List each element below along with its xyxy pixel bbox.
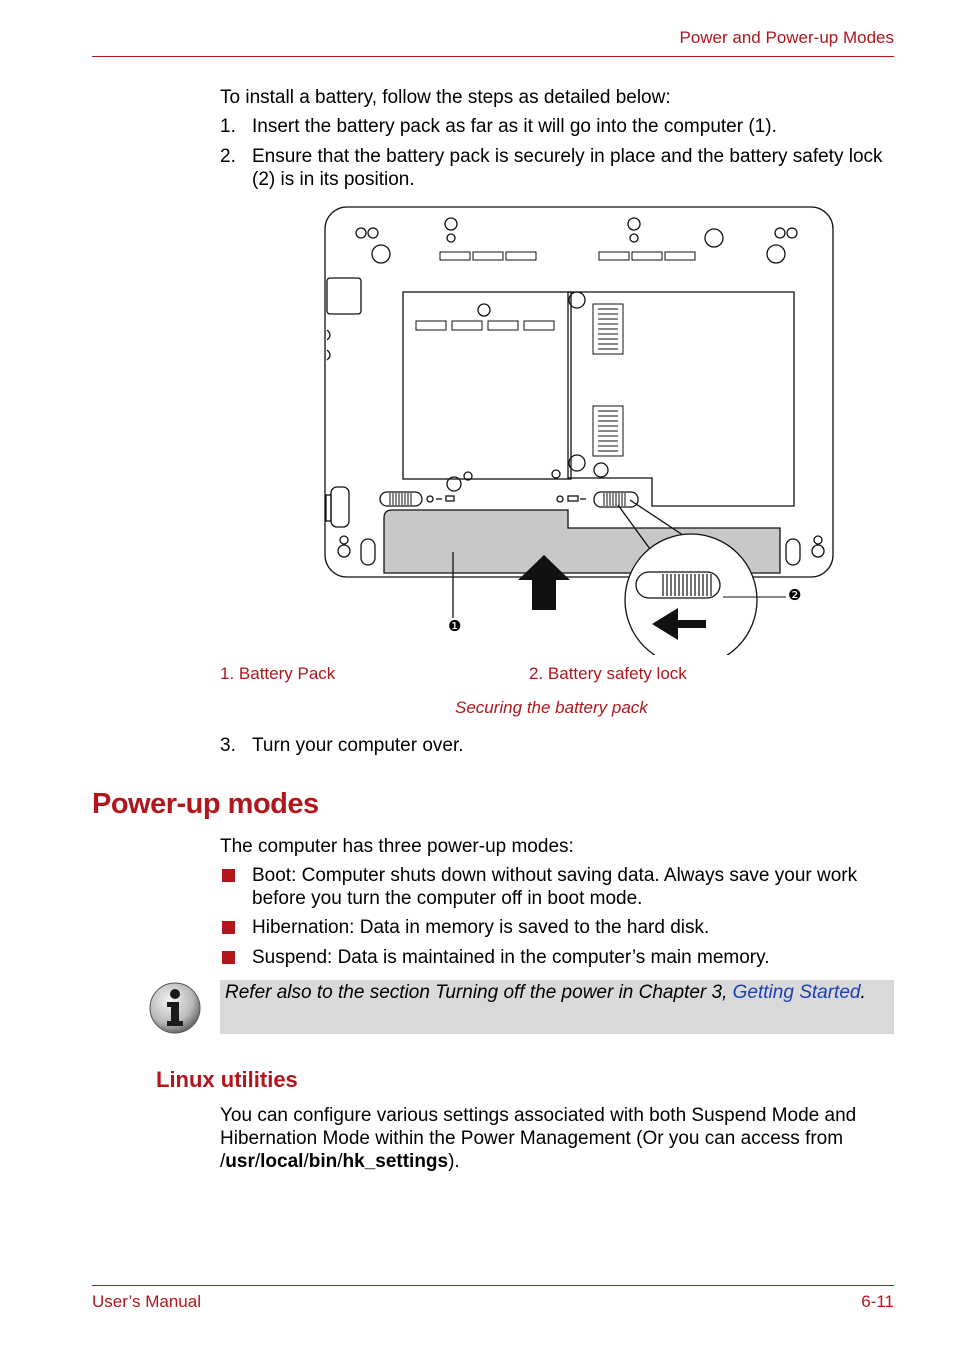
bullet-text: Suspend: Data is maintained in the computer’s main memory. — [252, 947, 770, 968]
step-number: 3. — [220, 735, 236, 756]
figure-caption: Securing the battery pack — [455, 698, 648, 717]
step-text: Insert the battery pack as far as it will go into the computer (1). — [252, 116, 777, 137]
path-hk-settings: hk_settings — [342, 1151, 449, 1172]
subsection-paragraph — [220, 1104, 892, 1173]
path-local: local — [260, 1151, 304, 1172]
bullet-text: Hibernation: Data in memory is saved to the hard disk. — [252, 917, 710, 938]
square-bullet-icon — [222, 921, 235, 934]
note-box — [220, 980, 894, 1034]
header-rule — [92, 56, 894, 57]
path-usr: usr — [225, 1151, 255, 1172]
paragraph-text: You can configure various settings associated with both Suspend Mode and Hibernation Mode within the Power Management (Or you can access from / — [220, 1105, 857, 1172]
laptop-bottom-illustration — [318, 200, 843, 655]
path-sep: / — [337, 1151, 343, 1172]
footer-left: User’s Manual — [92, 1292, 201, 1311]
page-number: 6-11 — [861, 1292, 894, 1311]
section-heading: Power-up modes — [92, 788, 319, 820]
info-icon — [148, 981, 202, 1035]
path-sep: / — [303, 1151, 309, 1172]
note-suffix: . — [860, 982, 866, 1003]
subsection-heading: Linux utilities — [156, 1067, 298, 1092]
figure-label-2: 2. Battery safety lock — [529, 664, 687, 683]
step-text: Ensure that the battery pack is securely in place and the battery safety lock (2) is in its position. — [252, 146, 883, 190]
path-bin: bin — [308, 1151, 338, 1172]
callout-2: ❷ — [788, 587, 802, 604]
figure-label-1: 1. Battery Pack — [220, 664, 336, 683]
footer-rule — [92, 1285, 894, 1286]
running-header: Power and Power-up Modes — [679, 28, 894, 47]
step-number: 1. — [220, 116, 236, 137]
paragraph-end: ). — [448, 1151, 460, 1172]
getting-started-link[interactable]: Getting Started — [732, 982, 861, 1003]
path-sep: / — [254, 1151, 261, 1172]
step-number: 2. — [220, 146, 236, 167]
note-text — [225, 981, 885, 1004]
bullet-text: Boot: Computer shuts down without saving data. Always save your work before you turn the computer off in boot mode. — [252, 865, 858, 909]
section-intro: The computer has three power-up modes: — [220, 836, 574, 857]
note-prefix: Refer also to the section Turning off the power in Chapter 3, — [225, 982, 728, 1003]
square-bullet-icon — [222, 951, 235, 964]
step-text: Turn your computer over. — [252, 735, 464, 756]
intro-text: To install a battery, follow the steps as detailed below: — [220, 87, 671, 108]
square-bullet-icon — [222, 869, 235, 882]
callout-1: ❶ — [448, 618, 462, 635]
